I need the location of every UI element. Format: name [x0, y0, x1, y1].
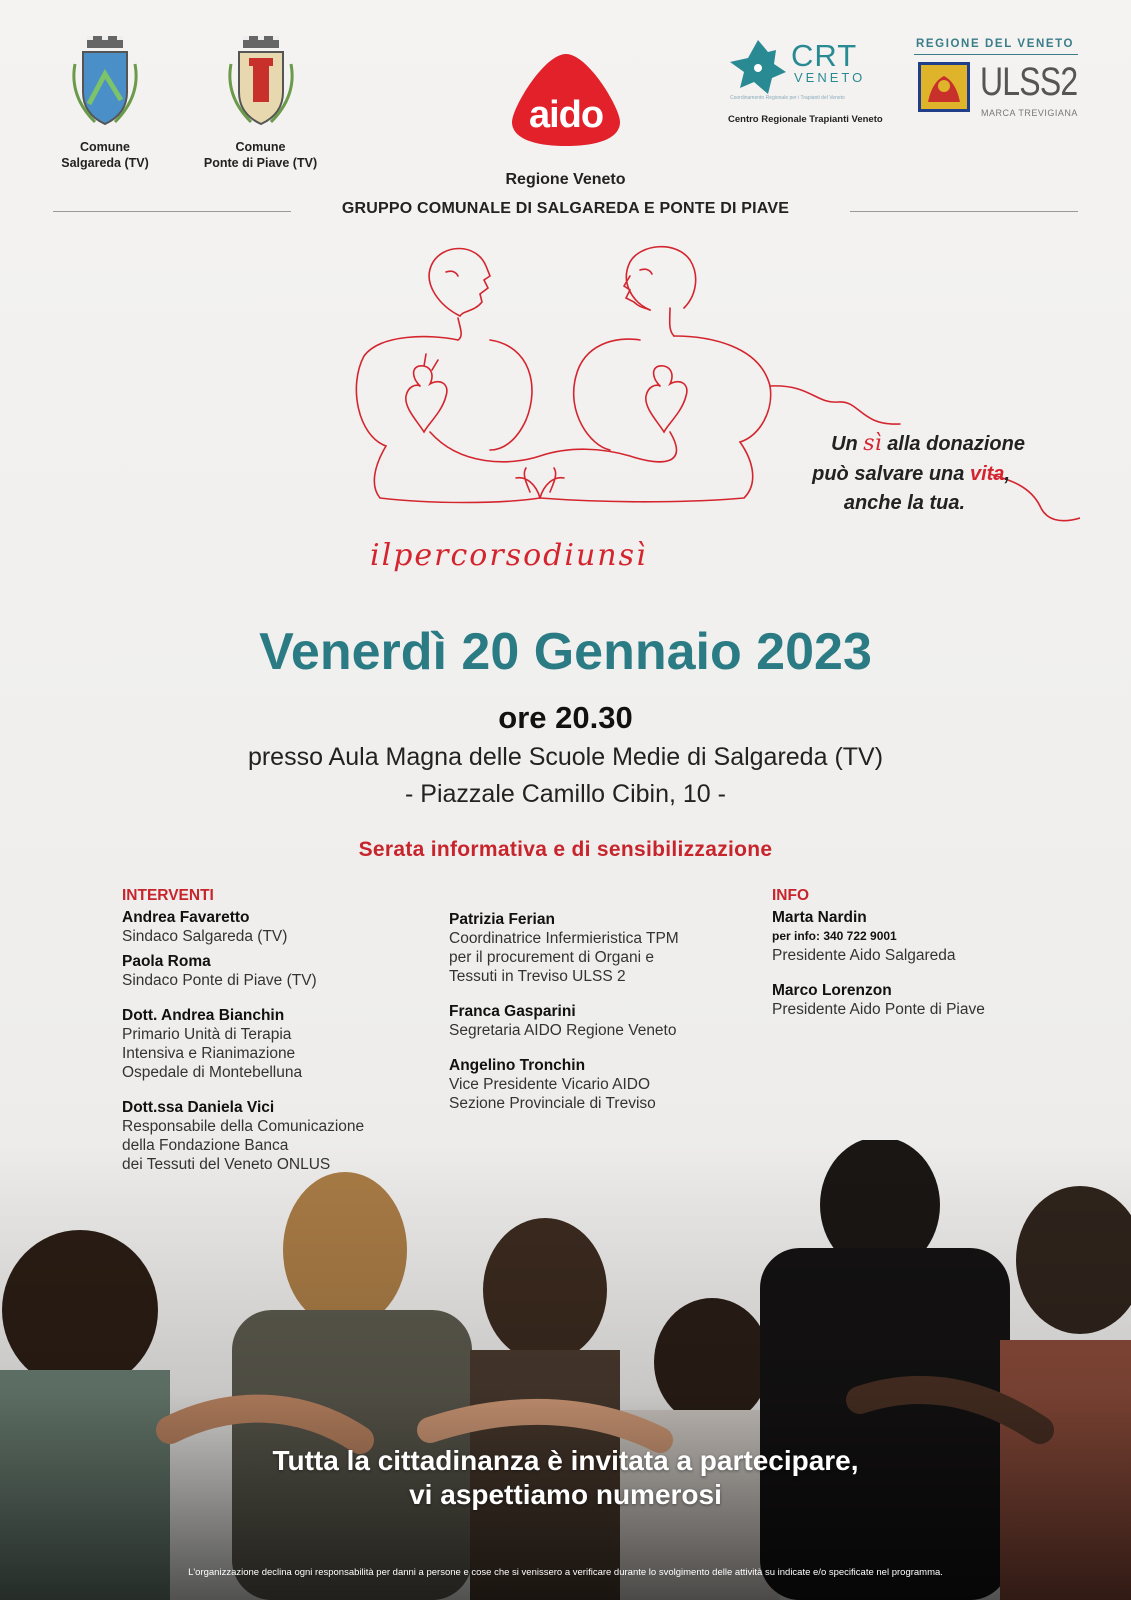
speaker-entry [122, 1006, 422, 1082]
event-venue: presso Aula Magna delle Scuole Medie di Salgareda (TV) [247, 743, 884, 771]
event-time: ore 20.30 [498, 700, 633, 735]
event-address: - Piazzale Camillo Cibin, 10 - [405, 780, 726, 808]
slogan-line2b: , [1004, 462, 1010, 485]
info-role: Presidente Aido Salgareda [772, 947, 956, 964]
ponte-di-piave-crest-icon [221, 34, 301, 132]
slogan-un: Un [831, 433, 858, 455]
ulss-divider [914, 54, 1078, 55]
salgareda-crest-icon [65, 34, 145, 132]
crowd-photo [0, 1140, 1131, 1600]
ulss-region-label: REGIONE DEL VENETO [916, 38, 1075, 50]
speaker-entry [122, 908, 422, 946]
comune-salgareda-line2: Salgareda (TV) [61, 155, 149, 170]
slogan [758, 428, 1058, 518]
speaker-role: Intensiva e Rianimazione [122, 1045, 296, 1062]
speaker-entry [449, 1002, 749, 1040]
ulss-wordmark: ULSS2 [980, 60, 1078, 104]
region-title: Regione Veneto [505, 171, 626, 188]
speaker-role: Sindaco Ponte di Piave (TV) [122, 972, 317, 989]
invitation-line1: Tutta la cittadinanza è invitata a partecipare, [272, 1445, 859, 1476]
info-name: Marco Lorenzon [772, 982, 892, 999]
speaker-role: per il procurement di Organi e [449, 949, 655, 966]
slogan-rest1: alla donazione [887, 433, 1025, 455]
ulss-subtitle: MARCA TREVIGIANA [981, 108, 1078, 118]
speaker-entry [449, 910, 749, 986]
info-column [772, 886, 1072, 1035]
interventi-heading: INTERVENTI [122, 887, 214, 904]
speaker-entry [122, 952, 422, 990]
speaker-entry [449, 1056, 749, 1113]
comune-ponte-di-piave-logo [188, 34, 333, 171]
speaker-role: Sezione Provinciale di Treviso [449, 1095, 656, 1112]
comune-ponte-line1: Comune [235, 140, 286, 154]
slogan-si: sì [863, 431, 882, 456]
speaker-role: Tessuti in Treviso ULSS 2 [449, 968, 626, 985]
veneto-map-icon [728, 38, 790, 98]
info-phone: per info: 340 722 9001 [772, 929, 897, 943]
speaker-role: Sindaco Salgareda (TV) [122, 928, 288, 945]
aido-logo [508, 52, 624, 153]
lion-of-st-mark-icon [918, 62, 970, 112]
speaker-role: Primario Unità di Terapia [122, 1026, 292, 1043]
disclaimer: L'organizzazione declina ogni responsabilità per danni a persone e cose che si venissero a verificare durante lo svolgimento delle attività su indicate e/o specificate nel programma. [188, 1567, 943, 1578]
slogan-line1 [758, 428, 1025, 460]
aido-wordmark: aido [528, 94, 604, 136]
speaker-role: Responsabile della Comunicazione [122, 1118, 365, 1135]
invitation-line2: vi aspettiamo numerosi [409, 1479, 722, 1510]
speaker-role: Ospedale di Montebelluna [122, 1064, 303, 1081]
speaker-role: Segretaria AIDO Regione Veneto [449, 1022, 677, 1039]
campaign-tagline: ilpercorsodiunsì [370, 538, 648, 573]
slogan-vita: vita [969, 462, 1005, 485]
crt-fine-print: Coordinamento Regionale per i Trapianti del Veneto [730, 95, 845, 101]
crt-subtitle: VENETO [794, 70, 866, 85]
invitation-text [0, 1444, 1131, 1512]
speaker-name: Patrizia Ferian [449, 911, 555, 928]
slogan-line3: anche la tua. [843, 491, 965, 514]
speaker-name: Angelino Tronchin [449, 1057, 586, 1074]
comune-salgareda-logo [40, 34, 170, 171]
group-title: GRUPPO COMUNALE DI SALGAREDA E PONTE DI PIAVE [341, 200, 790, 217]
speaker-name: Franca Gasparini [449, 1003, 576, 1020]
speaker-role: Coordinatrice Infermieristica TPM [449, 930, 679, 947]
speaker-role: Vice Presidente Vicario AIDO [449, 1076, 651, 1093]
speaker-name: Dott.ssa Daniela Vici [122, 1099, 275, 1116]
crt-name: Centro Regionale Trapianti Veneto [728, 114, 883, 125]
speaker-name: Paola Roma [122, 953, 211, 970]
interventi-column-2 [449, 910, 749, 1129]
event-date: Venerdì 20 Gennaio 2023 [259, 623, 872, 681]
slogan-line2a: può salvare una [812, 462, 965, 485]
event-subtitle: Serata informativa e di sensibilizzazione [358, 838, 773, 861]
comune-ponte-line2: Ponte di Piave (TV) [203, 155, 318, 170]
comune-salgareda-line1: Comune [80, 140, 130, 154]
slogan-line2 [758, 460, 1010, 489]
info-heading: INFO [772, 887, 810, 904]
crt-title: CRT [791, 38, 858, 73]
group-title-row [0, 200, 1131, 222]
info-name: Marta Nardin [772, 909, 867, 926]
speaker-name: Dott. Andrea Bianchin [122, 1007, 285, 1024]
info-entry [772, 981, 1072, 1019]
info-role: Presidente Aido Ponte di Piave [772, 1001, 985, 1018]
info-entry [772, 908, 1072, 965]
group-right-rule [850, 211, 1078, 212]
speaker-name: Andrea Favaretto [122, 909, 250, 926]
